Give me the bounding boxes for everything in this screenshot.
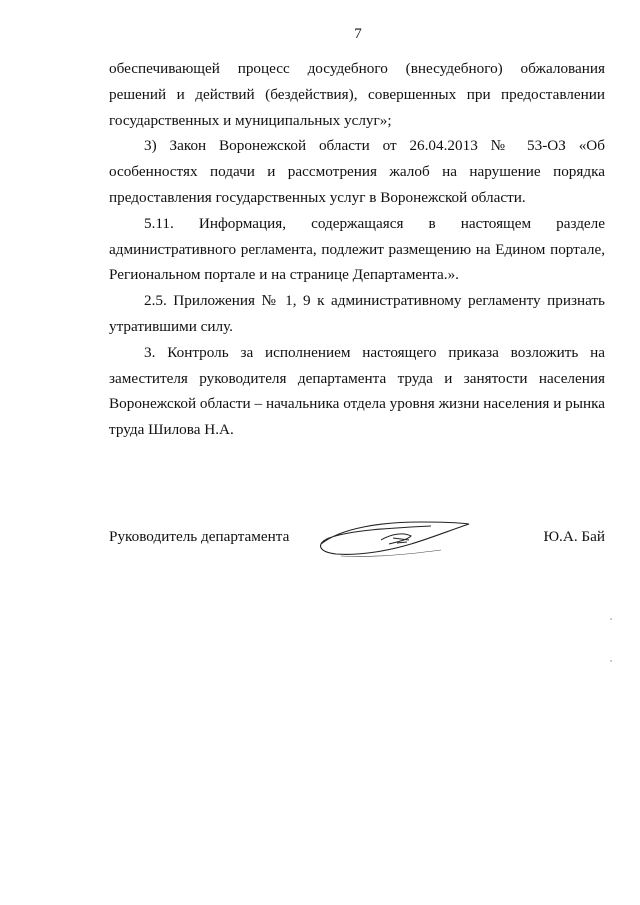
paragraph-item-2-5: 2.5. Приложения № 1, 9 к административному регламенту признать утратившими силу. [109,292,605,335]
signatory-name: Ю.А. Бай [543,528,605,545]
paragraph-continuation: обеспечивающей процесс досудебного (внесудебного) обжалования решений и действий (бездействия), совершенных при предоставлении государственных и муниципальных услуг»; [109,60,605,129]
paragraph-item-3-control: 3. Контроль за исполнением настоящего приказа возложить на заместителя руководителя департамента труда и занятости населения Воронежской области – начальника отдела уровня жизни населения и рынка труда Шилова Н.А. [109,343,605,439]
signature-block [109,522,605,572]
page-number: 7 [354,26,362,42]
scan-speck [610,618,612,620]
paragraph-section-5-11: 5.11. Информация, содержащаяся в настоящем разделе административного регламента, подлежит размещению на Едином портале, Региональном портале и на странице Департамента.». [109,214,605,284]
handwritten-signature [311,514,481,562]
scan-speck [610,660,612,662]
paragraph-law-item-3: 3) Закон Воронежской области от 26.04.2013 № 53-ОЗ «Об особенностях подачи и рассмотрения жалоб на нарушение порядка предоставления государственных услуг в Воронежской области. [109,137,605,206]
document-body [109,56,605,443]
signatory-title: Руководитель департамента [109,528,290,545]
